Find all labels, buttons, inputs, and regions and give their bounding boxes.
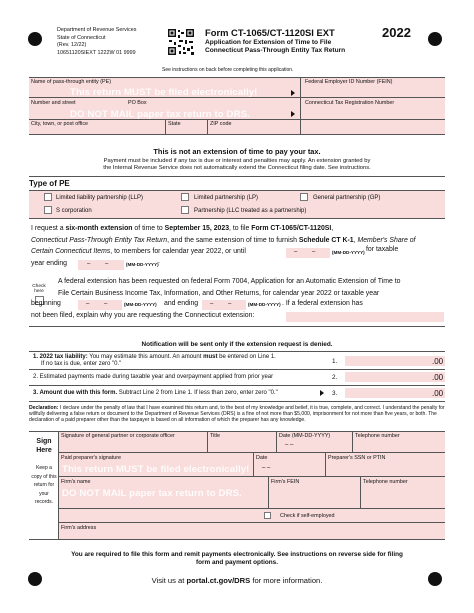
federal-ext-tail: . If a federal extension has <box>282 300 363 307</box>
year-ending-format: (MM-DD-YYYY) <box>126 262 159 267</box>
notice-line-2: the Internal Revenue Service does not automatically extend the Connecticut filing date. See instructions. <box>103 165 371 171</box>
self-employed-checkbox[interactable] <box>264 512 271 519</box>
until-date-format: (MM-DD-YYYY) <box>332 250 365 255</box>
title-label: Title <box>210 433 220 439</box>
ending-date-field[interactable]: – – <box>202 300 246 310</box>
firm-telephone-field[interactable] <box>363 486 443 496</box>
po-box-label: PO Box <box>128 100 147 106</box>
firm-name-label: Firm's name <box>61 479 91 485</box>
line-1-number: 1. <box>332 358 338 365</box>
state-name: State of Connecticut <box>57 34 106 41</box>
type-of-pe-heading: Type of PE <box>29 179 70 188</box>
notification-text: Notification will be sent only if the extension request is denied. <box>141 341 333 348</box>
footer-line-2: form and payment options. <box>195 559 279 566</box>
line-3-number: 3. <box>332 390 338 397</box>
preparer-signature-label: Paid preparer's signature <box>61 455 122 461</box>
subtitle-1: Application for Extension of Time to File <box>205 39 332 46</box>
officer-signature-label: Signature of general partner or corporate officer <box>61 433 175 439</box>
preparer-date-label: Date <box>256 455 268 461</box>
ct-reg-label: Connecticut Tax Registration Number <box>305 100 395 106</box>
fein-field[interactable] <box>305 87 443 96</box>
ct-reg-field[interactable] <box>305 108 443 117</box>
keep-copy-note: Keep a copy of this return for your records. <box>31 465 57 505</box>
llc-partnership-label: Partnership (LLC treated as a partnership) <box>194 208 307 214</box>
efile-watermark: This return MUST be filed electronically! <box>62 464 250 475</box>
dept-block <box>57 27 136 57</box>
address-field[interactable] <box>31 107 297 117</box>
line-3-amount-field[interactable] <box>345 388 445 398</box>
extension-request-text: I request a six-month extension of time to September 15, 2023, to file Form CT-1065/CT-1120SI, Connecticut Pass-Through Entity Tax Return, and the same extension of time to furnish Schedule CT K-1, Member's Share of Certain Connecticut Items, to members for calendar year 2022, or until year ending <box>31 225 416 267</box>
arrow-right-icon <box>291 90 295 96</box>
fein-label: Federal Employer ID Number (FEIN) <box>305 79 393 85</box>
line-2-value: .00 <box>432 373 444 382</box>
zip-label: ZIP code <box>210 121 232 127</box>
beginning-label: beginning <box>31 300 61 307</box>
tax-year: 2022 <box>382 25 411 40</box>
arrow-right-icon <box>320 390 324 396</box>
check-here-label: Check here <box>32 284 46 295</box>
s-corp-checkbox[interactable] <box>44 206 52 214</box>
llc-partnership-checkbox[interactable] <box>181 206 189 214</box>
lp-label: Limited partnership (LP) <box>194 195 259 201</box>
declaration-text: Declaration: I declare under the penalty of law that I have examined this return and, to the best of my knowledge and belief, it is true, complete, and correct. I understand the penalty for willfully delivering a false return or document to the Department of Revenue Services (DRS) is a fine of not more than $5,000, imprisonment for not more than five years, or both. The declaration of a paid preparer other than the taxpayer is based on all information of which the preparer has any knowledge. <box>29 405 445 423</box>
line-2-amount-field[interactable] <box>345 372 445 382</box>
line-3-value: .00 <box>432 389 444 398</box>
footer-line-1: You are required to file this form and remit payments electronically. See instructions on reverse side for filing <box>71 551 403 558</box>
officer-telephone-field[interactable] <box>355 440 443 451</box>
instructions-note: See instructions on back before completing this application. <box>162 67 294 73</box>
nomail-watermark: DO NOT MAIL paper tax return to DRS. <box>70 109 250 120</box>
notice-line-1: Payment must be included if any tax is due or interest and penalties may apply. An extension granted by <box>103 158 371 164</box>
title-field[interactable] <box>210 440 274 451</box>
firm-telephone-label: Telephone number <box>363 479 408 485</box>
sign-here-label: Sign Here <box>36 438 52 454</box>
officer-date-label: Date (MM-DD-YYYY) <box>279 433 331 439</box>
footer-visit: Visit us at portal.ct.gov/DRS for more information. <box>151 576 323 585</box>
state-label: State <box>168 121 181 127</box>
federal-extension-text: A federal extension has been requested on federal Form 7004, Application for an Automatic Extension of Time to File Certain Business Income Tax, Information, and Other Returns, for calendar year 2022 or taxable year <box>58 278 401 297</box>
registration-dot-icon <box>28 32 42 46</box>
line-1-amount-field[interactable] <box>345 356 445 366</box>
firm-address-label: Firm's address <box>61 525 97 531</box>
year-ending-date-field[interactable]: – – <box>78 260 124 270</box>
line-3-label: 3. Amount due with this form. Subtract Line 2 from Line 1. If less than zero, enter zero "0." <box>33 390 278 396</box>
self-employed-label: Check if self-employed <box>280 513 335 519</box>
registration-dot-icon <box>428 32 442 46</box>
zip-field[interactable] <box>210 127 298 133</box>
firm-fein-label: Firm's FEIN <box>271 479 300 485</box>
ptin-label: Preparer's SSN or PTIN <box>328 455 386 461</box>
dept-name: Department of Revenue Services <box>57 27 137 33</box>
lp-checkbox[interactable] <box>181 193 189 201</box>
gp-label: General partnership (GP) <box>313 195 381 201</box>
line-1-label: 1. 2022 tax liability: You may estimate this amount. An amount must be entered on Line 1. If no tax is due, enter zero "0." <box>33 354 276 367</box>
llp-checkbox[interactable] <box>44 193 52 201</box>
city-label: City, town, or post office <box>31 121 89 127</box>
number-street-label: Number and street <box>31 100 76 106</box>
officer-date-field[interactable]: – – <box>285 442 294 448</box>
preparer-date-field[interactable]: – – <box>262 465 271 471</box>
period-text: . <box>158 258 160 265</box>
state-field[interactable] <box>168 127 205 133</box>
firm-address-field[interactable] <box>61 531 443 538</box>
form-title: Form CT-1065/CT-1120SI EXT <box>205 27 335 38</box>
form-code: 10651120SIEXT 1222W 01 9999 <box>57 49 136 56</box>
portal-link[interactable]: portal.ct.gov/DRS <box>186 576 251 585</box>
ending-format: (MM-DD-YYYY) <box>248 302 281 307</box>
revision: (Rev. 12/22) <box>57 42 87 49</box>
until-date-field[interactable]: – – <box>286 248 330 258</box>
qr-code-icon <box>167 28 195 56</box>
explain-label: not been filed, explain why you are requesting the Connecticut extension: <box>31 312 255 319</box>
line-1-value: .00 <box>432 357 444 366</box>
explain-field[interactable] <box>286 312 444 322</box>
beginning-date-field[interactable]: – – <box>78 300 122 310</box>
pe-name-field[interactable] <box>31 86 297 96</box>
arrow-right-icon <box>291 111 295 117</box>
nomail-watermark: DO NOT MAIL paper tax return to DRS. <box>62 488 242 499</box>
officer-telephone-label: Telephone number <box>355 433 400 439</box>
city-field[interactable] <box>31 127 163 133</box>
s-corp-label: S corporation <box>56 208 92 214</box>
firm-fein-field[interactable] <box>271 486 357 496</box>
officer-signature-field[interactable] <box>61 440 205 451</box>
gp-checkbox[interactable] <box>300 193 308 201</box>
efile-watermark: This return MUST be filed electronically! <box>70 87 258 98</box>
notice-title: This is not an extension of time to pay your tax. <box>153 147 321 156</box>
beginning-format: (MM-DD-YYYY) <box>124 302 157 307</box>
line-2-label: 2. Estimated payments made during taxable year and overpayment applied from prior year <box>33 374 274 380</box>
llp-label: Limited liability partnership (LLP) <box>56 195 144 201</box>
ptin-field[interactable] <box>328 462 443 474</box>
and-ending-label: and ending <box>164 300 199 307</box>
pe-name-label: Name of pass-through entity (PE) <box>31 79 111 85</box>
subtitle-2: Connecticut Pass-Through Entity Tax Return <box>205 47 346 54</box>
line-2-number: 2. <box>332 374 338 381</box>
for-taxable-text: for taxable <box>366 246 399 253</box>
